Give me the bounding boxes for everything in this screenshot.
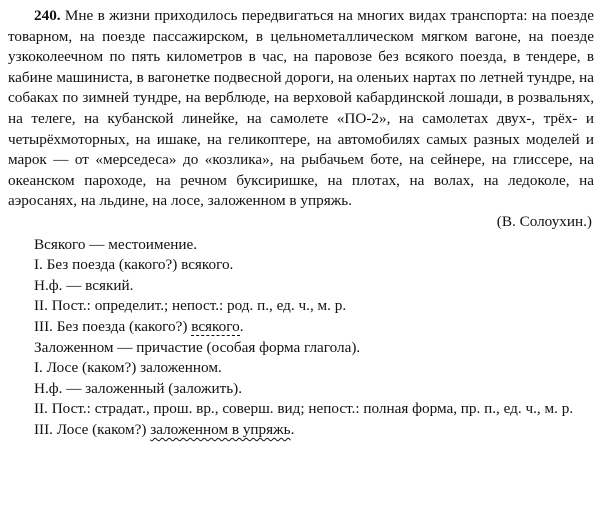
exercise-number: 240. (34, 7, 61, 24)
analysis-line-2: I. Без поезда (какого?) всякого. (34, 256, 234, 274)
analysis-line-1: Всякого — местоимение. (34, 235, 198, 253)
author-attribution: (В. Солоухин.) (496, 212, 592, 230)
analysis-line-7: I. Лосе (каком?) заложенном. (34, 359, 222, 377)
analysis-line-10-prefix: III. Лосе (каком?) (34, 420, 151, 438)
exercise-body: Мне в жизни приходилось передвигаться на многих видах транспорта: на поезде товарном, на поезде пассажирском, в цельнометаллическом мягком вагоне, на поезде узкоколеечном по пять километров в час, на паровозе без всякого поезда, в тендере, в кабине машиниста, в вагонетке подвесной дороги, на оленьих нартах по летней тундре, на собаках по зимней тундре, на верблюде, на верховой кабардинской лошади, в розвальнях, на телеге, на кубанской линейке, на самолете «ПО-2», на самолетах двух-, трёх- и четырёхмоторных, на ишаке, на геликоптере, на автомобилях самых разных моделей и марок — от «мерседеса» до «козлика», на рыбачьем боте, на сейнере, на глиссере, на океанском пароходе, на речном буксиришке, на плотах, на волах, на ледоколе, на аэросанях, на льдине, на лосе, заложенном в упряжь. (8, 7, 594, 210)
analysis-line-10-suffix: . (290, 420, 295, 438)
underlined-word-vsyakogo: всякого (191, 317, 240, 335)
document-page (8, 6, 594, 440)
analysis-line-4: II. Пост.: определит.; непост.: род. п., ед. ч., м. р. (34, 297, 347, 315)
analysis-line-3: Н.ф. — всякий. (34, 276, 134, 294)
analysis-line-6: Заложенном — причастие (особая форма глагола). (34, 338, 361, 356)
exercise-text (8, 6, 594, 212)
analysis-line-5-prefix: III. Без поезда (какого?) (34, 317, 192, 335)
underlined-phrase-zalozhennom: заложенном в упряжь (150, 420, 291, 438)
analysis-line-8: Н.ф. — заложенный (заложить). (34, 379, 243, 397)
analysis-line-10 (8, 420, 594, 441)
analysis-line-5-suffix: . (239, 317, 244, 335)
analysis-line-9: II. Пост.: страдат., прош. вр., соверш. вид; непост.: полная форма, пр. п., ед. ч., м. р. (34, 400, 574, 418)
morphological-analysis (8, 235, 594, 441)
analysis-line-5 (8, 317, 594, 338)
